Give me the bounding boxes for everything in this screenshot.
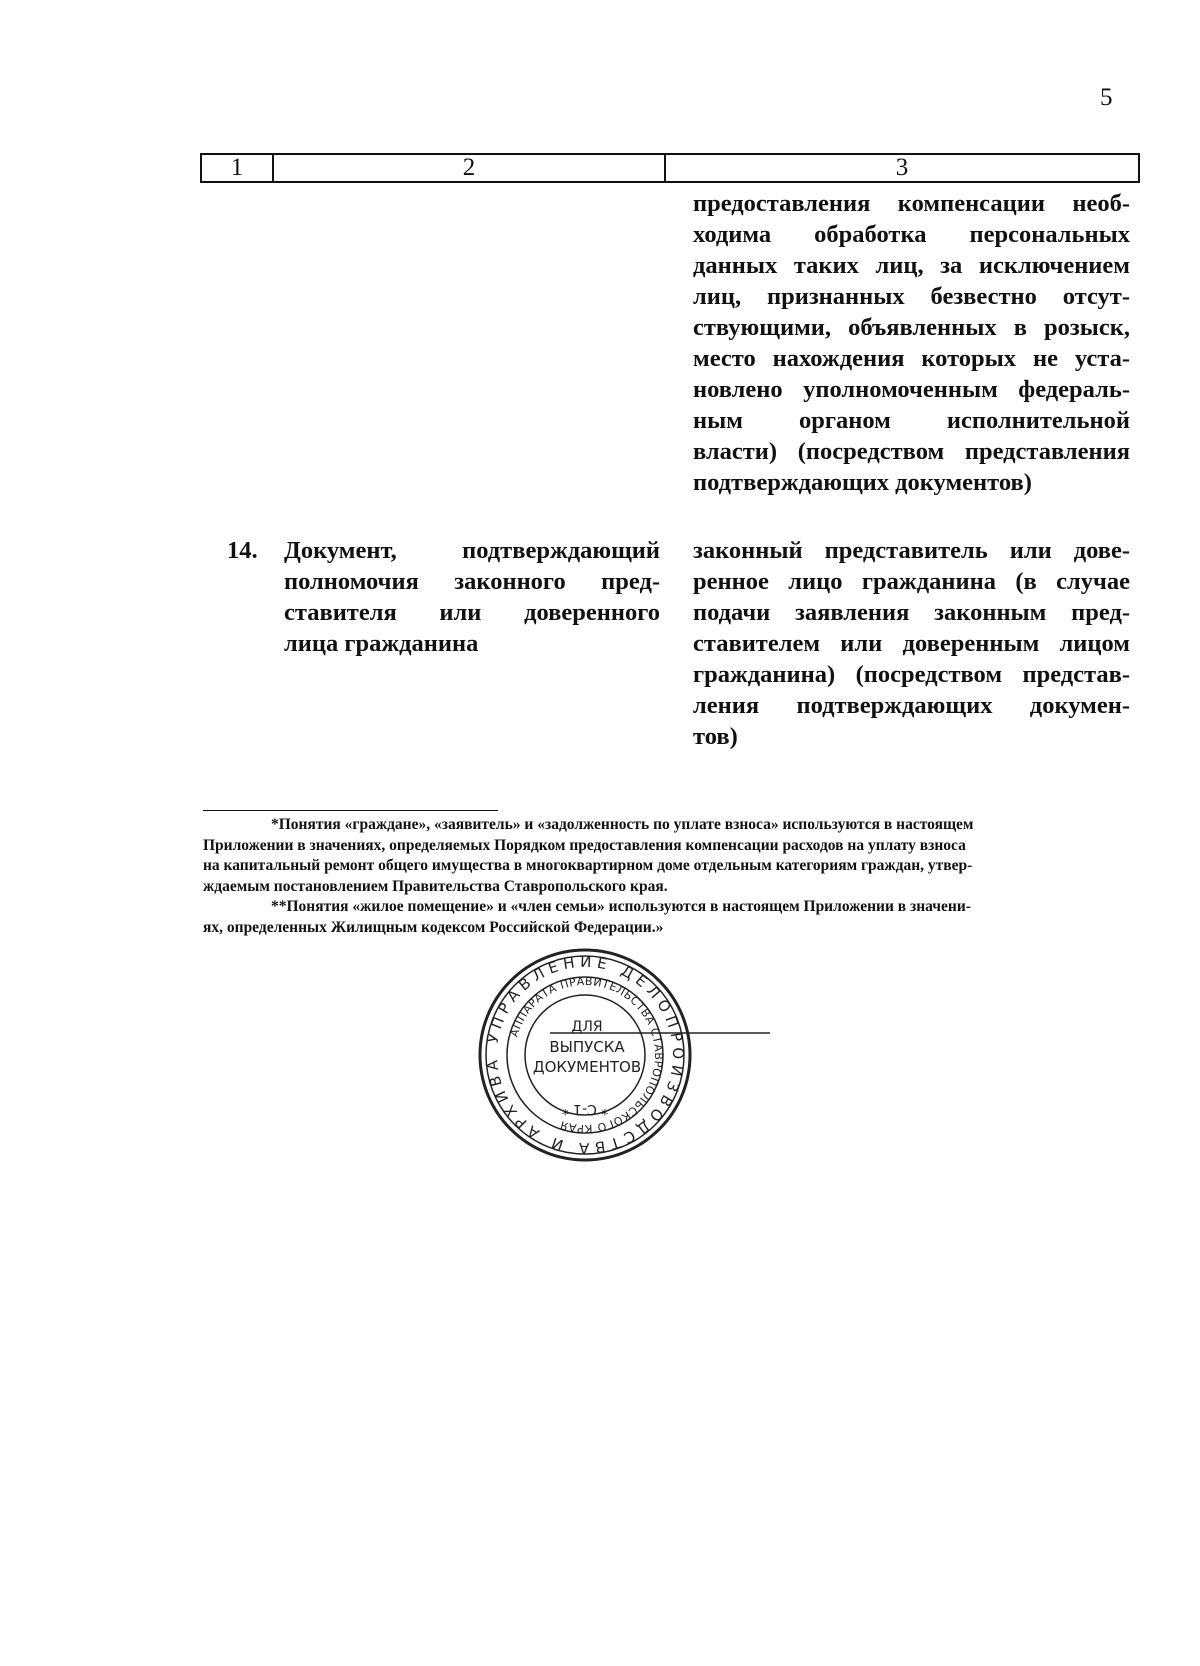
footnote-line: Приложении в значениях, определяемых Порядком предоставления компенсации расходов на уплату взноса <box>203 836 966 854</box>
footnote-separator <box>203 810 498 811</box>
stamp-code: * С-1 * <box>561 1101 609 1117</box>
column-header-3: 3 <box>895 154 909 181</box>
text-line: ставителя или доверенного <box>284 599 660 626</box>
footnote-line: ях, определенных Жилищным кодексом Российской Федерации.» <box>203 918 664 936</box>
stamp-inner-text: АППАРАТА ПРАВИТЕЛЬСТВА СТАВРОПОЛЬСКОГО КРАЯ <box>507 974 666 1136</box>
text-line: подачи заявления законным пред- <box>693 599 1130 626</box>
column-header-1: 1 <box>202 155 274 181</box>
text-line: подтверждающих документов) <box>693 469 1032 496</box>
text-line: новлено уполномоченным федераль- <box>693 376 1130 403</box>
text-line: ренное лицо гражданина (в случае <box>693 568 1130 595</box>
text-line: ным органом исполнительной <box>693 407 1130 434</box>
text-line: тов) <box>693 723 738 750</box>
text-line: Документ, подтверждающий <box>284 537 660 564</box>
text-line: данных таких лиц, за исключением <box>693 252 1130 279</box>
stamp-center-line-1: ДЛЯ <box>571 1019 603 1035</box>
text-line: ходима обработка персональных <box>693 221 1130 248</box>
text-line: лица гражданина <box>284 630 479 657</box>
text-line: лиц, признанных безвестно отсут- <box>693 283 1130 310</box>
text-line: гражданина) (посредством представ- <box>693 661 1130 688</box>
text-line: ставителем или доверенным лицом <box>693 630 1130 657</box>
text-line: ления подтверждающих докумен- <box>693 692 1130 719</box>
row14-document <box>284 535 660 659</box>
footnote-line: на капитальный ремонт общего имущества в многоквартирном доме отдельным категориям граждан, утвер- <box>203 857 973 874</box>
footnotes <box>203 815 1138 938</box>
text-line: предоставления компенсации необ- <box>693 190 1130 217</box>
stamp-outer-text: УПРАВЛЕНИЕ ДЕЛОПРОИЗВОДСТВА И АРХИВА <box>482 952 688 1158</box>
text-line: ствующими, объявленных в розыск, <box>693 314 1130 341</box>
official-stamp <box>470 945 820 1175</box>
table-header-row <box>200 153 1140 183</box>
stamp-center-line-3: ДОКУМЕНТОВ <box>532 1058 642 1076</box>
row13-col3-continuation <box>693 188 1130 498</box>
row14-number: 14. <box>227 537 258 564</box>
row14-applicant <box>693 535 1130 752</box>
stamp-center-line-2: ВЫПУСКА <box>549 1038 625 1056</box>
footnote-line: ждаемым постановлением Правительства Ставропольского края. <box>203 877 668 895</box>
text-line: законный представитель или дове- <box>693 537 1130 564</box>
page-number: 5 <box>1100 84 1113 111</box>
text-line: власти) (посредством представления <box>693 438 1130 465</box>
text-line: полномочия законного пред- <box>284 568 660 595</box>
column-header-2: 2 <box>274 155 666 181</box>
text-line: место нахождения которых не уста- <box>693 345 1130 372</box>
footnote-line: **Понятия «жилое помещение» и «член семьи» используются в настоящем Приложении в значени- <box>271 898 971 915</box>
footnote-line: *Понятия «граждане», «заявитель» и «задолженность по уплате взноса» используются в настоящем <box>271 816 974 833</box>
